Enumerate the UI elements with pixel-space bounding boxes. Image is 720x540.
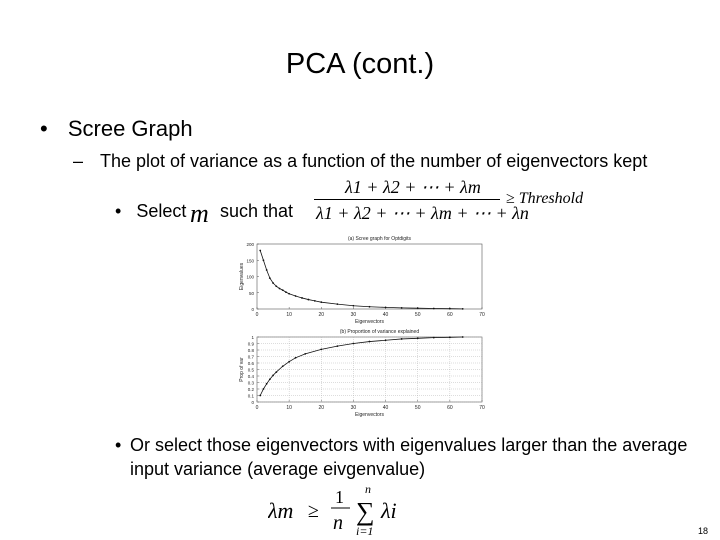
x-tick-label: 20 xyxy=(318,312,325,318)
y-tick-label: 0.1 xyxy=(247,393,254,399)
data-point xyxy=(353,305,355,307)
x-tick-label: 50 xyxy=(414,405,421,411)
data-point xyxy=(320,301,322,303)
x-tick-label: 70 xyxy=(479,312,485,318)
data-point xyxy=(401,338,403,340)
data-point xyxy=(288,361,290,363)
y-tick-label: 0.5 xyxy=(247,367,254,373)
criterion-denominator: λ1 + λ2 + ⋯ + λm + ⋯ + λn xyxy=(316,203,529,223)
data-point xyxy=(269,378,271,380)
proportion-variance-chart xyxy=(239,329,485,417)
bullet-scree-graph xyxy=(40,116,193,142)
x-tick-label: 60 xyxy=(447,312,453,318)
y-tick-label: 0.4 xyxy=(247,374,254,379)
data-point xyxy=(259,250,261,252)
formula-num: 1 xyxy=(335,487,344,507)
bullet-or-select xyxy=(115,433,695,481)
formula-term: λi xyxy=(381,498,397,523)
fraction-bar xyxy=(314,199,500,200)
data-point xyxy=(272,282,274,284)
y-tick-label: 150 xyxy=(246,258,254,264)
data-point xyxy=(282,365,284,367)
data-point xyxy=(275,285,277,287)
y-axis-label: Prop of var xyxy=(239,357,245,382)
formula-sum-lower: i=1 xyxy=(356,524,374,536)
data-point xyxy=(288,293,290,295)
y-tick-label: 0 xyxy=(251,400,254,405)
series-line xyxy=(260,251,463,309)
data-point xyxy=(369,341,371,343)
plot-frame xyxy=(257,244,482,309)
formula-sum-upper: n xyxy=(365,486,371,496)
data-point xyxy=(285,291,287,293)
data-point xyxy=(433,308,435,310)
data-point xyxy=(295,357,297,359)
page-number: 18 xyxy=(698,526,709,536)
y-tick-label: 0.8 xyxy=(247,348,254,353)
y-tick-label: 200 xyxy=(246,242,254,247)
bullet-marker: • xyxy=(115,435,122,455)
x-tick-label: 10 xyxy=(286,405,292,411)
slide-title: PCA (cont.) xyxy=(285,48,435,80)
y-tick-label: 50 xyxy=(248,290,254,296)
x-axis-label: Eigenvectors xyxy=(355,319,384,325)
y-tick-label: 0.3 xyxy=(247,380,254,386)
data-point xyxy=(272,374,274,376)
or-select-text: Or select those eigenvectors with eigenvalues larger than the average input variance (average eivgenvalue) xyxy=(130,435,688,479)
variable-m: m xyxy=(190,199,209,228)
x-tick-label: 0 xyxy=(255,312,259,318)
average-eigenvalue-formula xyxy=(268,486,418,536)
criterion-numerator: λ1 + λ2 + ⋯ + λm xyxy=(345,177,481,197)
sub-bullet-plot-description xyxy=(75,150,695,173)
x-tick-label: 20 xyxy=(318,405,325,411)
data-point xyxy=(417,337,419,339)
scree-charts xyxy=(225,232,495,417)
data-point xyxy=(295,295,297,297)
formula-den: n xyxy=(333,512,343,534)
x-tick-label: 50 xyxy=(414,312,421,318)
x-tick-label: 40 xyxy=(382,312,389,318)
x-tick-label: 10 xyxy=(286,312,292,318)
data-point xyxy=(336,303,338,305)
bullet-marker: • xyxy=(115,201,122,221)
data-point xyxy=(314,300,316,302)
data-point xyxy=(417,307,419,309)
x-tick-label: 30 xyxy=(350,405,357,411)
select-text: Select xyxy=(136,201,187,221)
criterion-threshold: ≥ Threshold xyxy=(506,190,584,207)
x-tick-label: 60 xyxy=(447,405,453,411)
data-point xyxy=(275,371,277,373)
data-point xyxy=(259,395,261,397)
formula-lhs: λm xyxy=(268,498,294,523)
y-tick-label: 0.7 xyxy=(247,354,254,360)
data-point xyxy=(462,308,464,310)
x-axis-label: Eigenvectors xyxy=(355,412,384,417)
data-point xyxy=(449,336,451,338)
y-axis-label: Eigenvalues xyxy=(239,262,245,291)
dash-marker: – xyxy=(73,151,84,171)
data-point xyxy=(269,277,271,279)
data-point xyxy=(266,383,268,385)
data-point xyxy=(308,299,310,301)
data-point xyxy=(462,336,464,338)
x-tick-label: 70 xyxy=(479,405,485,411)
y-tick-label: 0.2 xyxy=(247,387,254,392)
data-point xyxy=(449,308,451,310)
data-point xyxy=(266,269,268,271)
chart-title: (a) Scree graph for Optdigits xyxy=(347,236,412,242)
data-point xyxy=(336,345,338,347)
data-point xyxy=(301,297,303,299)
y-tick-label: 0.9 xyxy=(247,341,254,347)
bullet-select xyxy=(115,201,186,222)
data-point xyxy=(320,348,322,350)
data-point xyxy=(263,259,265,261)
sum-symbol: ∑ xyxy=(356,497,375,526)
x-tick-label: 40 xyxy=(382,405,389,411)
data-point xyxy=(385,339,387,341)
bullet-marker: • xyxy=(40,116,48,141)
x-tick-label: 0 xyxy=(255,405,259,411)
such-that-text: such that xyxy=(220,201,294,221)
data-point xyxy=(401,307,403,309)
sub-bullet-text: The plot of variance as a function of the number of eigenvectors kept xyxy=(100,151,648,171)
data-point xyxy=(433,337,435,339)
formula-rel: ≥ xyxy=(308,500,319,522)
data-point xyxy=(263,388,265,390)
data-point xyxy=(279,288,281,290)
data-point xyxy=(353,343,355,345)
data-point xyxy=(385,306,387,308)
series-line xyxy=(260,337,463,396)
bullet-scree-text: Scree Graph xyxy=(67,116,193,141)
scree-graph-chart xyxy=(239,236,485,325)
y-tick-label: 1 xyxy=(251,335,254,340)
y-tick-label: 0.6 xyxy=(247,361,254,366)
y-tick-label: 100 xyxy=(246,274,254,280)
y-tick-label: 0 xyxy=(251,307,254,312)
chart-title: (b) Proportion of variance explained xyxy=(339,329,420,335)
data-point xyxy=(304,353,306,355)
data-point xyxy=(282,289,284,291)
x-tick-label: 30 xyxy=(350,312,357,318)
data-point xyxy=(369,306,371,308)
